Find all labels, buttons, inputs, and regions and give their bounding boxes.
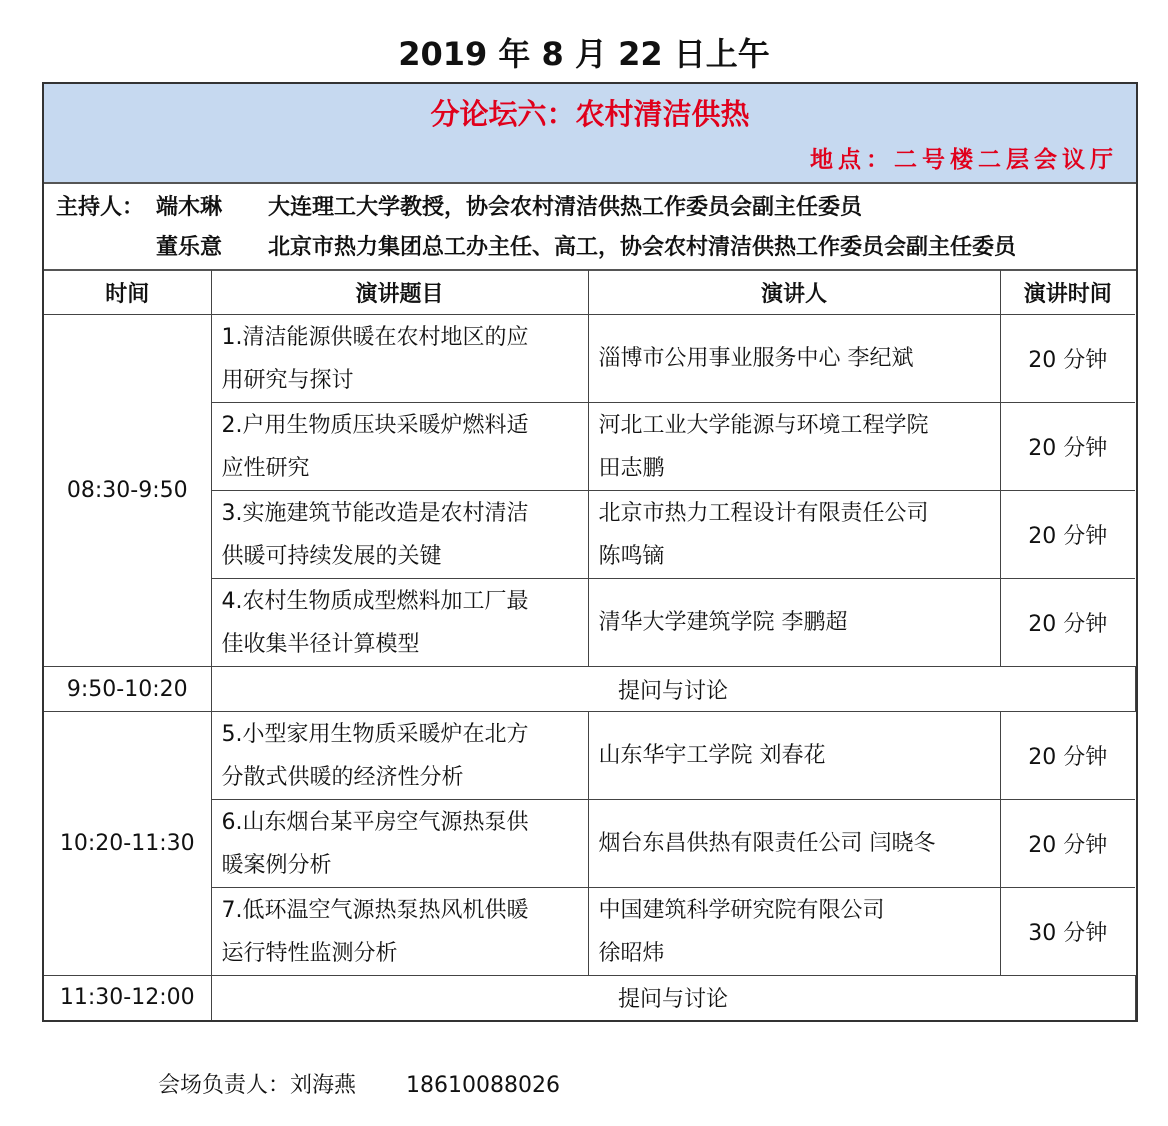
speaker-line: 淄博市公用事业服务中心 李纪斌	[598, 346, 914, 371]
forum-title: 分论坛六：农村清洁供热	[430, 97, 750, 131]
talk-speaker	[588, 579, 1000, 667]
speaker-line: 清华大学建筑学院 李鹏超	[598, 610, 848, 635]
table-row	[44, 712, 1135, 800]
col-header-topic: 演讲题目	[211, 270, 588, 315]
topic-line: 1.清洁能源供暖在农村地区的应	[221, 324, 529, 350]
topic-line: 用研究与探讨	[221, 367, 354, 393]
break-time: 11:30-12:00	[44, 976, 211, 1020]
talk-topic	[211, 315, 588, 403]
speaker-line: 北京市热力工程设计有限责任公司	[598, 500, 929, 526]
talk-speaker	[588, 800, 1000, 888]
topic-line: 2.户用生物质压块采暖炉燃料适	[221, 412, 529, 438]
talk-topic	[211, 800, 588, 888]
host-name: 端木琳	[156, 195, 223, 220]
session-time: 08:30-9:50	[44, 315, 211, 667]
topic-line: 7.低环温空气源热泵热风机供暖	[221, 897, 529, 923]
agenda-sheet	[42, 82, 1138, 1022]
topic-line: 4.农村生物质成型燃料加工厂最	[221, 588, 529, 614]
speaker-line: 中国建筑科学研究院有限公司	[598, 897, 885, 923]
host-description: 大连理工大学教授，协会农村清洁供热工作委员会副主任委员	[268, 195, 863, 220]
talk-topic	[211, 712, 588, 800]
talk-duration: 20 分钟	[1000, 403, 1135, 491]
contact-phone: 18610088026	[406, 1073, 560, 1098]
contact-person: 会场负责人：刘海燕	[158, 1073, 357, 1098]
discussion-row	[44, 976, 1135, 1020]
session-time: 10:20-11:30	[44, 712, 211, 976]
table-header-row	[44, 270, 1135, 315]
talk-topic	[211, 491, 588, 579]
talk-duration: 20 分钟	[1000, 800, 1135, 888]
talk-duration: 20 分钟	[1000, 315, 1135, 403]
topic-line: 运行特性监测分析	[221, 940, 398, 966]
talk-topic	[211, 579, 588, 667]
discussion-label: 提问与讨论	[211, 667, 1135, 712]
topic-line: 6.山东烟台某平房空气源热泵供	[221, 809, 529, 835]
topic-line: 佳收集半径计算模型	[221, 631, 420, 657]
speaker-line: 河北工业大学能源与环境工程学院	[598, 412, 929, 438]
topic-line: 供暖可持续发展的关键	[221, 543, 442, 569]
page-title: 2019 年 8 月 22 日上午	[398, 35, 770, 73]
talk-duration: 20 分钟	[1000, 579, 1135, 667]
agenda-table	[44, 270, 1136, 1020]
col-header-duration: 演讲时间	[1000, 270, 1135, 315]
talk-topic	[211, 403, 588, 491]
talk-speaker	[588, 712, 1000, 800]
forum-header	[44, 84, 1136, 184]
talk-duration: 20 分钟	[1000, 712, 1135, 800]
talk-speaker	[588, 491, 1000, 579]
speaker-line: 田志鹏	[598, 455, 665, 481]
talk-speaker	[588, 315, 1000, 403]
topic-line: 应性研究	[221, 455, 310, 481]
topic-line: 5.小型家用生物质采暖炉在北方	[221, 721, 529, 747]
topic-line: 暖案例分析	[221, 852, 332, 878]
col-header-speaker: 演讲人	[588, 270, 1000, 315]
host-description: 北京市热力集团总工办主任、高工，协会农村清洁供热工作委员会副主任委员	[268, 235, 1017, 260]
col-header-time: 时间	[44, 270, 211, 315]
speaker-line: 烟台东昌供热有限责任公司 闫晓冬	[598, 831, 936, 856]
speaker-line: 陈鸣镝	[598, 543, 665, 569]
talk-speaker	[588, 888, 1000, 976]
discussion-label: 提问与讨论	[211, 976, 1135, 1020]
talk-speaker	[588, 403, 1000, 491]
venue-label: 地点：二号楼二层会议厅	[810, 147, 1118, 173]
host-name: 董乐意	[156, 235, 223, 260]
topic-line: 分散式供暖的经济性分析	[221, 764, 464, 790]
break-time: 9:50-10:20	[44, 667, 211, 712]
speaker-line: 山东华宇工学院 刘春花	[598, 743, 826, 768]
hosts-section	[44, 184, 1136, 271]
footer-contact	[158, 1070, 560, 1102]
topic-line: 3.实施建筑节能改造是农村清洁	[221, 500, 529, 526]
talk-topic	[211, 888, 588, 976]
host-label: 主持人：	[56, 195, 145, 220]
speaker-line: 徐昭炜	[598, 940, 665, 966]
talk-duration: 30 分钟	[1000, 888, 1135, 976]
discussion-row	[44, 667, 1135, 712]
table-row	[44, 315, 1135, 403]
talk-duration: 20 分钟	[1000, 491, 1135, 579]
